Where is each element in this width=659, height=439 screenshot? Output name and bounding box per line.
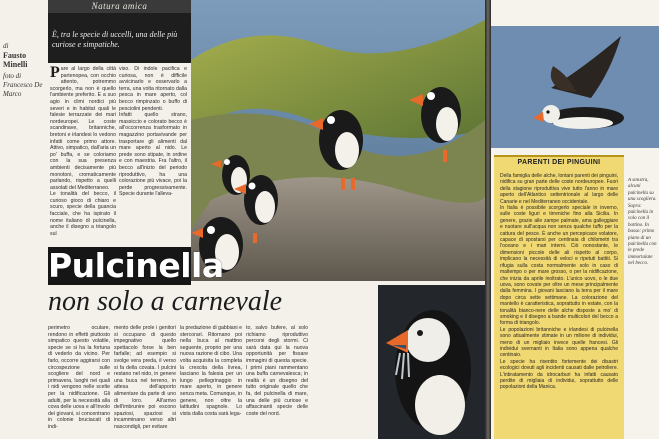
flying-puffin-photo bbox=[491, 26, 659, 148]
article-column-3: perimetro oculare, rendono in effetti piuttosto simpatico questo volatile, specie se si ha la fortuna di vederlo da vicino. Per farlo, occorre aggirarsi con circospezione sulle scogliere del nord e primavera, luoghi nei quali i nidi vengono nelle scelte per la nidificazione. Gli adulti, per la necessità alla cova delle uova e all'involo dei giovani, si concentrano in colonie bruciacati di indi- bbox=[48, 325, 110, 430]
article-column-5: la predazione di gabbiani e stercorari. Ritornano poi nella buca al mattino seguente, proprio per una nuova razione di cibo. Una volta acquisita la completa la crescita della livrea, lasciano la falesia per un lungo pellegrinaggio in mare aperto, in genere senza meta. Comunque, in genere, non oltre la latitudini spagnole. Lo vista dalla costa sarà lega- bbox=[180, 325, 242, 417]
photo-credit: foto di Francesco De Marco bbox=[3, 72, 43, 98]
section-rubric: Natura amica bbox=[48, 0, 191, 13]
subheadline: non solo a carnevale bbox=[48, 286, 283, 317]
article-column-1 bbox=[50, 66, 116, 246]
info-box-text: Della famiglia delle alche, lontani parenti dei pinguini, nidifica su gran parte delle coste nordeuropee. Fuori della stagione riproduttiva vive tutto l'anno in mare aperto dell'Atlantico settentrionale al largo delle Canarie e nel Mediterraneo occidentale. In Italia è possibile scorgerlo speciale in inverno, sulle coste liguri e tirreniche fino alla Sicilia. In genere, grazie alle zampe palmate, ama galleggiare e nuotare sull'acqua non senza qualche tuffo per la cattura del pesce. È anche un percepicace volatore, capace di spostarsi per centinaia di chilometri tra l'oceano e i mari interni. Ciò nonostante, le dimensioni piccole delle ali rispetto al corpo, implicano la necessità di veloci e ripetuti battiti. Si rifugia sulla costa normalmente solo in caso di maltempo o per mare grosso, o per la nidificazione, che inizia da aprile inoltrato. L'unico uovo, o le due uova, sono covate per oltre un mese principalmente dalla femmina. I giovani lasciano la terra per il mare dopo circa sette settimane. La colorazione del mantello è caratteristica, soprattutto in estate, con la tonalità bianco-nere delle alche disposte a mo' di smoking e il disegno a bande multicolori del becco a forma di triangolo. Le popolazioni britanniche e irlandesi di pulcinella sono attualmente stimate in un milione di individui, meno di un migliaio invece quelle francesi. Gli individui svernanti in Italia sono appena qualche centinaio. Le specie ha risentito fortemente dei disastri ecologici dovuti agli incidenti causati dalle petroliere. L'inbratamento da idrocarburi ha infatti causato perdite di migliaia di individui, soprattutto delle popolazioni della Manica. bbox=[500, 173, 618, 391]
photo-caption: A sinistra, alcuni pulcinella su una scogliera. Sopra: pulcinella in volo con il bottino. In basso: primo piano di un pulcinella con le prede immortalate nel becco. bbox=[628, 178, 657, 267]
puffins-on-cliff-photo bbox=[191, 0, 485, 281]
info-box-title: PARENTI DEI PINGUINI bbox=[517, 159, 601, 166]
article-column-4: mento delle prole i genitori si occupano di questo impegnativo quello spettacolo forse la ben farfalle; ad esempio si svolge vera preda, il verso si fa della covata. I pulcini restano nel nido, in genere una buca nel terreno, in attesa dell'apporto alimentare da parte di uno di loro. All'arrivo dell'imbrunire poi escono spaziosi, spaziosi si incamminano verso altri nascondigli, per evitare bbox=[114, 325, 176, 430]
article-column-2: viso. Di indole pacifica e curiosa, non è difficile avvicinarlo e osservarlo a terra, una volta ritornato dalla pesca in mare aperto, col becco rimpinzato o buffo di pesciolini pendenti. Infatti quello strano, massiccio e colorato becco è all'occorrenza trasformato in magazzino portavivande per trasportare gli alimenti dal mare aperto al nido. Le prede sono stipate, in ordine e con maestria. Fra l'altro, il becco all'inizio del periodo riproduttivo, ha una colorazione più vivace, poi la perde progressivamente. Specie durante l'alleva- bbox=[119, 66, 187, 198]
byline bbox=[3, 42, 47, 99]
info-box bbox=[494, 155, 624, 439]
article-intro: È, tra le specie di uccelli, una delle più curiose e simpatiche. bbox=[52, 30, 178, 49]
byline-author: Fausto Minelli bbox=[3, 51, 28, 69]
headline: Pulcinella bbox=[48, 246, 224, 285]
article-column-6: to, salvo bufere, al solo richiamo riproduttivo percorsi degli stormi. Ci sarà data qui la nuova opportunità per fissare immagini di questa specie. I primi piani rammentano una buffa carnevalesca; in realtà è un disegno del tutto originale quello che fa, del pulcinella di mare, una delle più curiose e affascinanti specie delle coste del nord. bbox=[246, 325, 308, 417]
column-1-text: are al largo della città partenopea, con occhio attento, potremmo scorgerlo, ma non è quello l'ambiente preferito. E a suo agio in climi nordici più severi e in habitat quali le falesie terrazzate dei mari nordeuropei. Le coste scandinave, britanniche, bretoni e irlandesi lo vedono infatti come primo attore. Attivo, simpatico, dall'aria un po' buffa, e se coloriamo con la sua presenza ambienti decisamente più monotoni, cromaticamente parlando, rispetto a quelli assolati del Mediterraneo. Le tonalità del becco, il curioso gioco di chiaro e scuro, specie della guancia facciale, che ha ispirato il nome italiano di pulcinella, anche il disegno a triangolo sul bbox=[50, 66, 116, 237]
puffin-closeup-photo bbox=[378, 285, 485, 439]
byline-prefix: di bbox=[3, 42, 9, 50]
drop-cap: P bbox=[50, 66, 60, 81]
